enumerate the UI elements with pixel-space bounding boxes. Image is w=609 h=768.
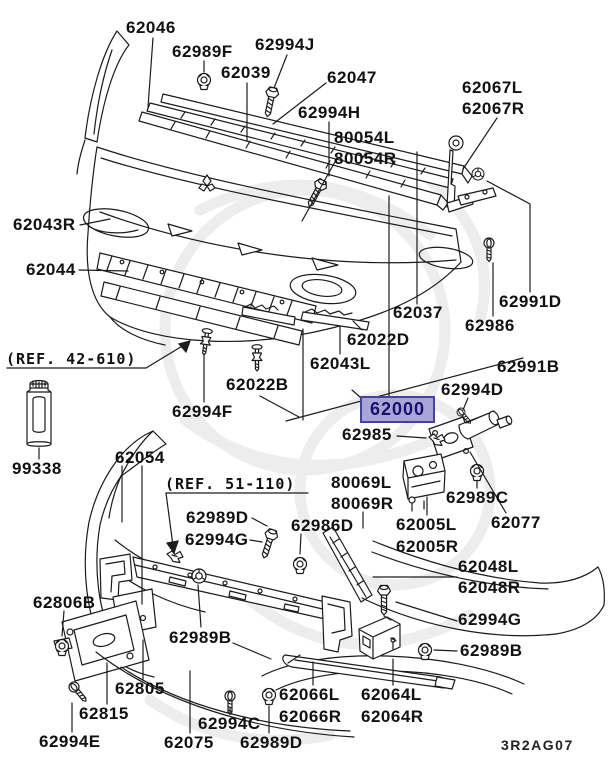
part-label-62989b: 62989B [169,628,232,647]
part-label-62994d: 62994D [441,380,504,399]
part-label-62022b: 62022B [226,375,289,394]
part-label-62994g: 62994G [458,610,522,629]
part-label-62037: 62037 [393,303,443,322]
part-label-62067r: 62067R [462,99,525,118]
part-label-62985: 62985 [342,425,392,444]
part-label-62989f: 62989F [172,42,233,61]
part-label-62994g: 62994G [185,530,249,549]
part-label-99338: 99338 [12,459,62,478]
part-label-62048l: 62048L [458,557,519,576]
part-label-62994j: 62994J [255,35,315,54]
part-label-80054r: 80054R [334,149,397,168]
part-label-62005r: 62005R [396,537,459,556]
part-label-80069l: 80069L [331,473,392,492]
part-label-62047: 62047 [327,68,377,87]
part-label-62805: 62805 [115,679,165,698]
part-label-62986d: 62986D [291,516,354,535]
part-label-62991b: 62991B [497,357,560,376]
part-label-62039: 62039 [221,63,271,82]
part-label-62994c: 62994C [198,714,261,733]
part-label-62989b: 62989B [460,641,523,660]
part-label-62986: 62986 [465,316,515,335]
part-label-62066r: 62066R [279,707,342,726]
part-label-62048r: 62048R [458,578,521,597]
part-label-62994f: 62994F [172,402,233,421]
part-label-62064l: 62064L [361,685,422,704]
part-label-80069r: 80069R [331,494,394,513]
part-label-62075: 62075 [164,733,214,752]
part-label-62077: 62077 [491,513,541,532]
part-label-62066l: 62066L [279,685,340,704]
ref-label-ref-51-110: (REF. 51-110) [165,475,296,493]
part-label-62022d: 62022D [347,330,410,349]
part-label-62054: 62054 [115,448,165,467]
drawing-code: 3R2AG07 [501,737,574,753]
part-label-62989c: 62989C [446,488,509,507]
part-label-62989d: 62989D [240,733,303,752]
part-label-62991d: 62991D [499,292,562,311]
part-label-62994e: 62994E [39,732,101,751]
selected-part-label[interactable]: 62000 [360,396,435,423]
part-label-62806b: 62806B [33,593,96,612]
ref-label-ref-42-610: (REF. 42-610) [6,350,137,368]
part-label-62989d: 62989D [186,508,249,527]
part-label-62043l: 62043L [310,354,371,373]
part-label-62005l: 62005L [396,515,457,534]
part-label-62994h: 62994H [298,103,361,122]
part-label-80054l: 80054L [334,128,395,147]
part-label-62815: 62815 [79,704,129,723]
part-label-62043r: 62043R [13,215,76,234]
part-label-62044: 62044 [26,260,76,279]
part-label-62064r: 62064R [361,707,424,726]
part-label-62046: 62046 [126,18,176,37]
part-label-62067l: 62067L [462,78,523,97]
